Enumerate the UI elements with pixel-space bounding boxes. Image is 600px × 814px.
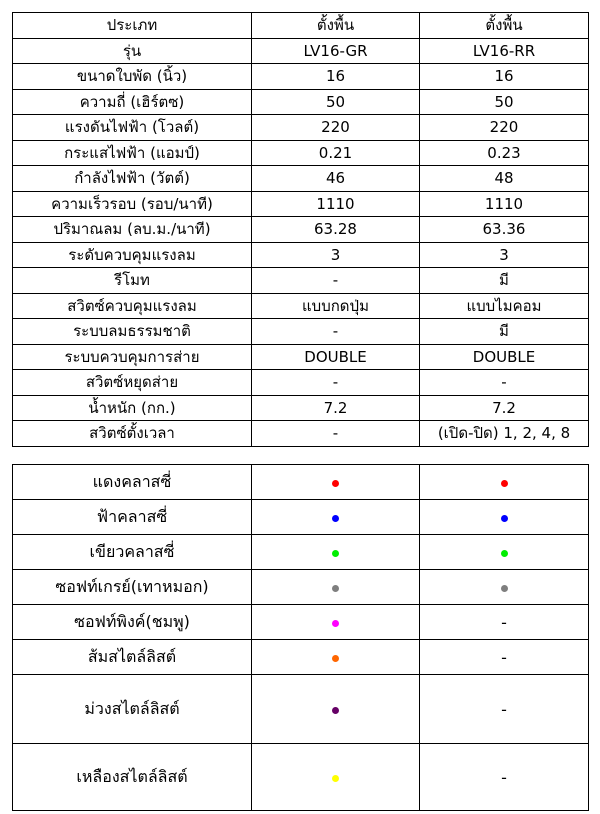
color-name-cell: ซอฟท์เกรย์(เทาหมอก) xyxy=(13,570,252,605)
spec-value-cell: มี xyxy=(420,319,589,345)
color-availability-cell xyxy=(252,570,420,605)
spec-label-cell: แรงดันไฟฟ้า (โวลต์) xyxy=(13,115,252,141)
color-dot-icon xyxy=(332,585,339,592)
color-row xyxy=(13,535,589,570)
spec-value-cell: 3 xyxy=(252,242,420,268)
spec-value-cell: แบบไมคอม xyxy=(420,293,589,319)
spec-row xyxy=(13,64,589,90)
spec-row xyxy=(13,370,589,396)
spec-value-cell: - xyxy=(420,370,589,396)
spec-value-cell: 220 xyxy=(252,115,420,141)
color-table-body xyxy=(13,465,589,811)
spec-value-cell: DOUBLE xyxy=(252,344,420,370)
spec-table xyxy=(12,12,589,447)
spec-label-cell: สวิตซ์ควบคุมแรงลม xyxy=(13,293,252,319)
color-availability-cell xyxy=(420,465,589,500)
color-dot-icon xyxy=(332,775,339,782)
spec-header-cell: ประเภท xyxy=(13,13,252,39)
spec-value-cell: 1110 xyxy=(420,191,589,217)
spec-value-cell: 220 xyxy=(420,115,589,141)
color-dot-icon xyxy=(332,550,339,557)
spec-value-cell: 0.21 xyxy=(252,140,420,166)
spec-row xyxy=(13,115,589,141)
spec-label-cell: กำลังไฟฟ้า (วัตต์) xyxy=(13,166,252,192)
color-availability-cell: - xyxy=(420,744,589,811)
spec-value-cell: DOUBLE xyxy=(420,344,589,370)
spec-value-cell: 63.36 xyxy=(420,217,589,243)
color-dot-icon xyxy=(332,480,339,487)
spec-value-cell: - xyxy=(252,268,420,294)
color-name-cell: แดงคลาสซี่ xyxy=(13,465,252,500)
spec-label-cell: สวิตซ์ตั้งเวลา xyxy=(13,421,252,447)
color-row xyxy=(13,675,589,744)
spec-row xyxy=(13,268,589,294)
color-row xyxy=(13,744,589,811)
color-dot-icon xyxy=(501,585,508,592)
spec-value-cell: 3 xyxy=(420,242,589,268)
spec-value-cell: แบบกดปุ่ม xyxy=(252,293,420,319)
color-availability-cell xyxy=(252,744,420,811)
color-availability-cell xyxy=(252,465,420,500)
color-name-cell: เหลืองสไตล์ลิสต์ xyxy=(13,744,252,811)
color-name-cell: ม่วงสไตล์ลิสต์ xyxy=(13,675,252,744)
color-dot-icon xyxy=(332,620,339,627)
spec-row xyxy=(13,421,589,447)
spec-label-cell: ระบบควบคุมการส่าย xyxy=(13,344,252,370)
spec-value-cell: - xyxy=(252,370,420,396)
color-availability-cell xyxy=(252,675,420,744)
color-table xyxy=(12,464,589,811)
spec-row xyxy=(13,395,589,421)
spec-value-cell: 46 xyxy=(252,166,420,192)
spec-row xyxy=(13,140,589,166)
spec-row xyxy=(13,319,589,345)
color-row xyxy=(13,500,589,535)
color-dot-icon xyxy=(332,707,339,714)
color-dot-icon xyxy=(501,515,508,522)
spec-value-cell: 0.23 xyxy=(420,140,589,166)
spec-value-cell: - xyxy=(252,421,420,447)
spec-value-cell: (เปิด-ปิด) 1, 2, 4, 8 xyxy=(420,421,589,447)
color-dot-icon xyxy=(501,480,508,487)
spec-label-cell: น้ำหนัก (กก.) xyxy=(13,395,252,421)
spec-label-cell: ความเร็วรอบ (รอบ/นาที) xyxy=(13,191,252,217)
spec-row xyxy=(13,242,589,268)
spec-label-cell: ปริมาณลม (ลบ.ม./นาที) xyxy=(13,217,252,243)
spec-value-cell: 48 xyxy=(420,166,589,192)
spec-label-cell: รุ่น xyxy=(13,38,252,64)
spec-row xyxy=(13,217,589,243)
spec-row xyxy=(13,166,589,192)
spec-value-cell: 63.28 xyxy=(252,217,420,243)
spec-label-cell: กระแสไฟฟ้า (แอมป์) xyxy=(13,140,252,166)
spec-label-cell: ขนาดใบพัด (นิ้ว) xyxy=(13,64,252,90)
spec-value-cell: LV16-RR xyxy=(420,38,589,64)
spec-table-body xyxy=(13,13,589,447)
spec-row xyxy=(13,344,589,370)
spec-header-cell: ตั้งพื้น xyxy=(252,13,420,39)
spec-value-cell: - xyxy=(252,319,420,345)
spec-label-cell: ความถี่ (เฮิร์ตซ) xyxy=(13,89,252,115)
color-name-cell: ซอฟท์พิงค์(ชมพู) xyxy=(13,605,252,640)
spec-row xyxy=(13,38,589,64)
spec-row xyxy=(13,89,589,115)
spec-value-cell: 16 xyxy=(420,64,589,90)
spec-row xyxy=(13,191,589,217)
color-availability-cell xyxy=(252,605,420,640)
color-name-cell: ส้มสไตล์ลิสต์ xyxy=(13,640,252,675)
color-availability-cell xyxy=(420,500,589,535)
color-availability-cell xyxy=(252,535,420,570)
color-availability-cell: - xyxy=(420,640,589,675)
color-name-cell: ฟ้าคลาสซี่ xyxy=(13,500,252,535)
spec-value-cell: LV16-GR xyxy=(252,38,420,64)
spec-header-cell: ตั้งพื้น xyxy=(420,13,589,39)
color-dot-icon xyxy=(332,515,339,522)
spec-value-cell: 1110 xyxy=(252,191,420,217)
color-row xyxy=(13,640,589,675)
spec-value-cell: 50 xyxy=(420,89,589,115)
spec-label-cell: ระดับควบคุมแรงลม xyxy=(13,242,252,268)
color-availability-cell xyxy=(252,640,420,675)
color-dot-icon xyxy=(501,550,508,557)
spec-label-cell: สวิตซ์หยุดส่าย xyxy=(13,370,252,396)
spec-row xyxy=(13,293,589,319)
spec-value-cell: 7.2 xyxy=(420,395,589,421)
color-availability-cell xyxy=(420,570,589,605)
spec-label-cell: ระบบลมธรรมชาติ xyxy=(13,319,252,345)
color-row xyxy=(13,465,589,500)
spec-header-row xyxy=(13,13,589,39)
spec-value-cell: มี xyxy=(420,268,589,294)
color-row xyxy=(13,605,589,640)
color-availability-cell xyxy=(252,500,420,535)
color-name-cell: เขียวคลาสซี่ xyxy=(13,535,252,570)
spec-value-cell: 50 xyxy=(252,89,420,115)
color-row xyxy=(13,570,589,605)
spec-value-cell: 7.2 xyxy=(252,395,420,421)
spec-label-cell: รีโมท xyxy=(13,268,252,294)
color-availability-cell: - xyxy=(420,605,589,640)
color-availability-cell: - xyxy=(420,675,589,744)
color-availability-cell xyxy=(420,535,589,570)
spec-value-cell: 16 xyxy=(252,64,420,90)
color-dot-icon xyxy=(332,655,339,662)
